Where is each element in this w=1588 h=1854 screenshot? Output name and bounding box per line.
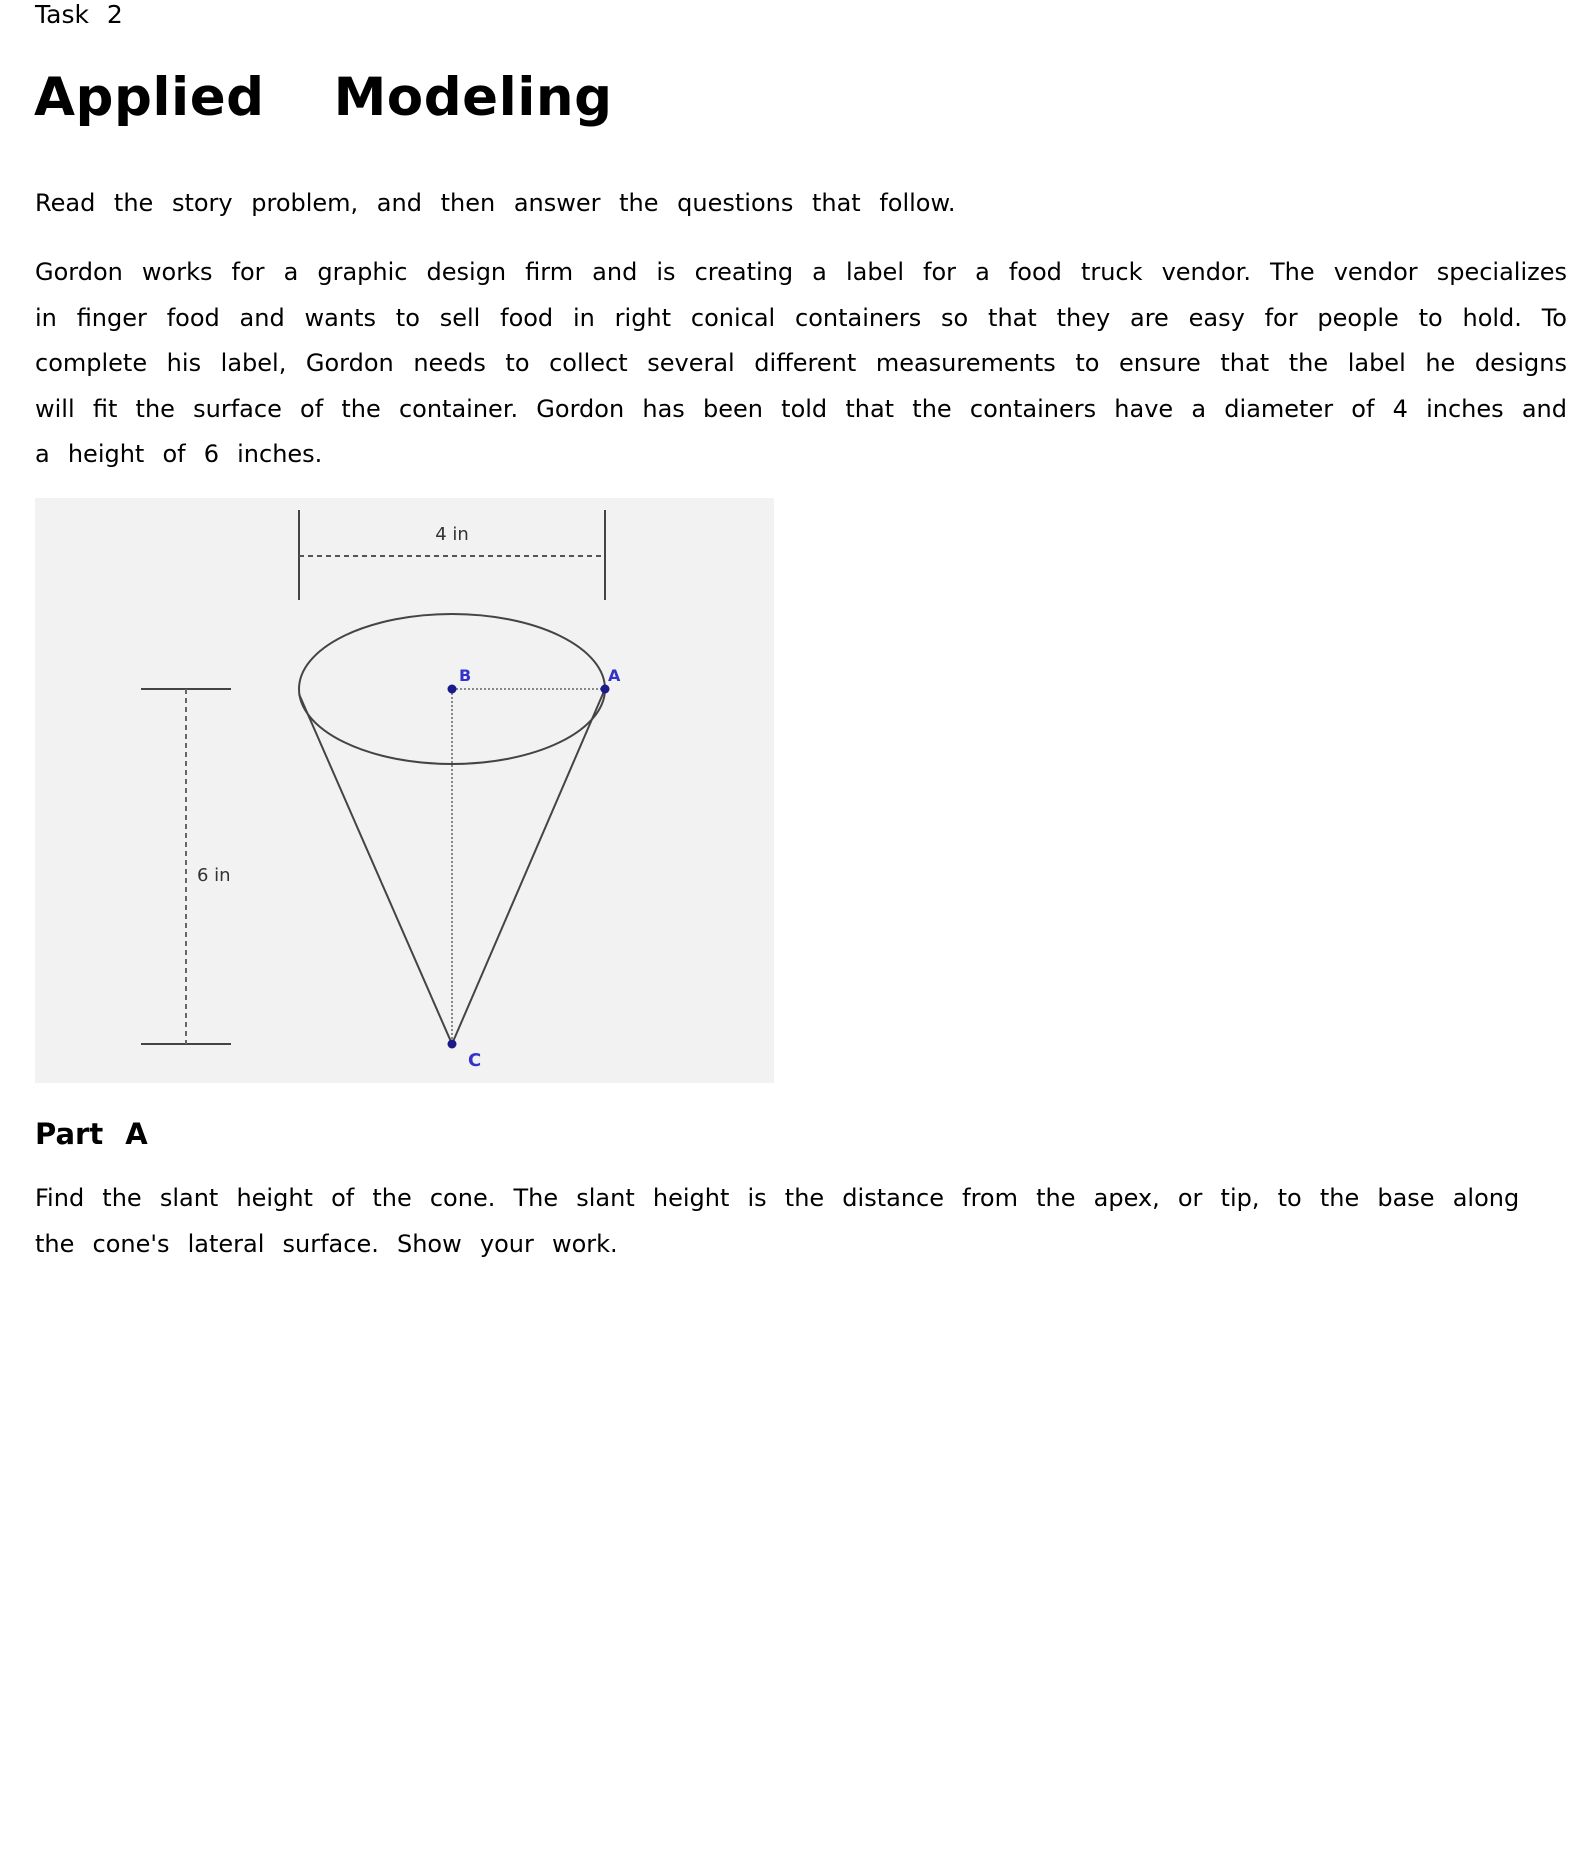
height-dimension	[141, 689, 231, 1044]
cone-diagram	[35, 498, 774, 1083]
diameter-dimension	[299, 510, 605, 600]
point-c-label: C	[468, 1050, 482, 1071]
cone-right-side	[452, 689, 605, 1044]
cone-left-side	[299, 694, 452, 1044]
page-title: Applied Modeling	[34, 67, 613, 128]
task-label: Task 2	[35, 0, 123, 29]
point-b-label: B	[459, 666, 472, 685]
story-problem-text: Gordon works for a graphic design firm and is creating a label for a food truck vendor. The vendor specializes in finger food and wants to sell food in right conical containers so that they are easy for people to hold. To complete his label, Gordon needs to collect several different measurements to ensure that the label he designs will fit the surface of the container. Gordon has been told that the containers have a diameter of 4 inches and a height of 6 inches.	[35, 258, 1567, 469]
part-a-heading: Part A	[35, 1117, 148, 1151]
instructions-text: Read the story problem, and then answer the questions that follow.	[35, 189, 956, 217]
point-a-label: A	[608, 666, 621, 685]
point-b-dot	[448, 685, 457, 694]
part-a-question: Find the slant height of the cone. The slant height is the distance from the apex, or tip, to the base along the cone's lateral surface. Show your work.	[35, 1184, 1520, 1258]
height-label: 6 in	[197, 865, 231, 886]
point-c-dot	[448, 1040, 457, 1049]
point-a-dot	[601, 685, 610, 694]
cone-shape	[299, 614, 605, 1044]
diameter-label: 4 in	[435, 524, 469, 545]
